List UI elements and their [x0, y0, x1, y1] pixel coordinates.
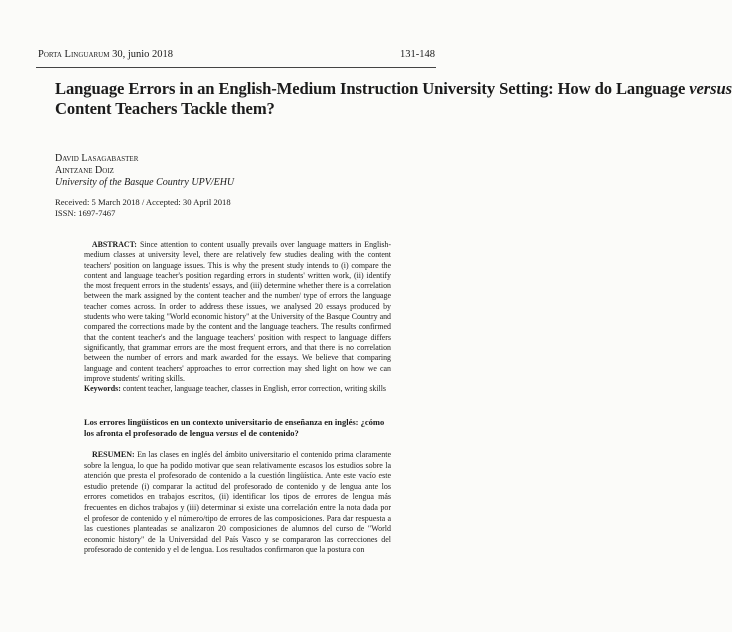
header-rule — [36, 67, 436, 68]
author-2: Aintzane Doiz — [55, 165, 114, 176]
keywords-text: content teacher, language teacher, classes in English, error correction, writing skills — [122, 384, 386, 394]
resumen-block — [84, 450, 391, 556]
resumen-text: En las clases en inglés del ámbito universitario el contenido prima claramente sobre la lengua, lo que ha podido motivar que sean relativamente escasos los estudios sobre la atención que presta el profesorado de contenido a la cuestión lingüística. Ante este vacío este estudio pretende (i) comparar la actitud del profesorado de contenido y de lengua ante los errores cometidos en trabajos escritos, (ii) identificar los tipos de errores de lengua más frecuentes en dichos trabajos y (iii) determinar si existe una correlación entre la nota dada por el profesor de contenido y el número/tipo de errores de las composiciones. Para dar respuesta a las cuestiones planteadas se analizaron 20 composiciones de alumnos del curso de "World economic history" de la Universidad del País Vasco y se compararon las correcciones del profesorado de contenido y el de lengua. Los resultados confirmaron que la postura con — [84, 450, 392, 555]
issn: ISSN: 1697-7467 — [55, 208, 116, 218]
journal-name: Porta Linguarum — [38, 49, 110, 60]
received-accepted-dates: Received: 5 March 2018 / Accepted: 30 April 2018 — [55, 197, 231, 207]
abstract-text: Since attention to content usually prevails over language matters in English-medium classes at university level, there are relatively few studies dealing with the content teachers' position on language issues. This is why the present study intends to (i) compare the content and language teacher's position regarding errors in students' written work, (ii) identify the most frequent errors in the students' essays, and (iii) determine whether there is a correlation between the mark assigned by the content teacher and the number/ type of errors the language teacher comes across. In order to address these issues, we analysed 20 essays produced by students who were taking "World economic history" at the University of the Basque Country and compared the corrections made by the content and the language teachers. The results confirmed that the content teacher's and the language teachers' position with respect to language differs significantly, that grammar errors are the most frequent errors, and that there is no correlation between the number of errors and mark awarded for the essays. We believe that comparing language and content teachers' approaches to error correction may shed light on how we can improve students' writing skills. — [84, 240, 391, 383]
spanish-title-versus: versus — [215, 428, 239, 438]
spanish-title — [84, 417, 391, 439]
keywords-label: Keywords: — [84, 384, 121, 394]
article-title — [55, 79, 732, 118]
abstract-label: ABSTRACT: — [91, 240, 137, 249]
resumen-label: RESUMEN: — [92, 450, 135, 459]
abstract-paragraph — [84, 240, 391, 384]
journal-citation — [38, 49, 173, 60]
page-range: 131-148 — [400, 49, 435, 60]
resumen-paragraph — [84, 450, 391, 556]
author-1: David Lasagabaster — [55, 153, 139, 164]
running-header — [38, 49, 435, 63]
authors-block — [55, 153, 234, 189]
dates-block — [55, 197, 231, 219]
spanish-title-part-1: Los errores lingüísticos en un contexto universitario de enseñanza en inglés: ¿cómo los afronta el profesorado de lengua — [84, 417, 385, 438]
spanish-title-part-2: el de contenido? — [240, 428, 299, 438]
keywords-paragraph — [84, 384, 391, 394]
title-versus: versus — [689, 79, 732, 98]
title-part-2: Content Teachers Tackle them? — [55, 98, 275, 118]
title-part-1: Language Errors in an English-Medium Instruction University Setting: How do Language — [55, 79, 686, 98]
affiliation: University of the Basque Country UPV/EHU — [55, 177, 235, 188]
journal-issue: 30, junio 2018 — [112, 49, 174, 60]
abstract-block — [84, 240, 391, 394]
